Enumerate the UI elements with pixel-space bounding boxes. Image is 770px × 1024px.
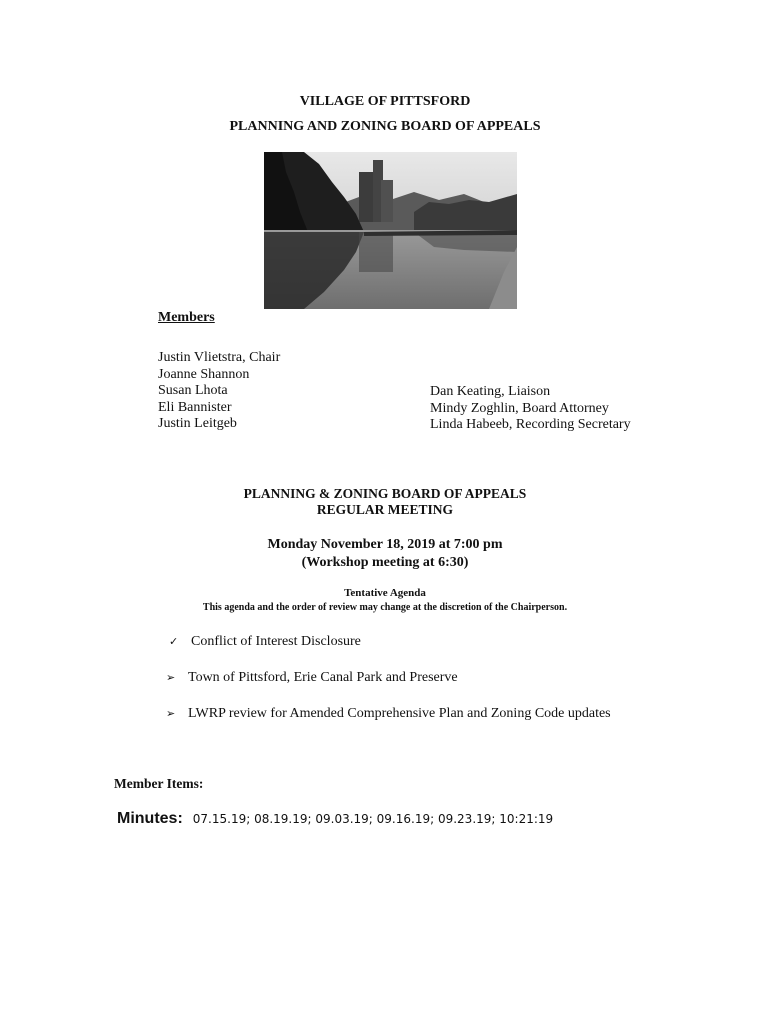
member-name: Justin Vlietstra, Chair [158, 350, 281, 365]
arrow-bullet-icon: ➢ [166, 707, 176, 720]
agenda-item [166, 706, 611, 722]
members-left-column [158, 350, 280, 433]
member-items-label: Member Items: [114, 776, 204, 791]
members-right-column [430, 384, 631, 434]
canal-photo-graphic [264, 152, 517, 309]
minutes-dates: 07.15.19; 08.19.19; 09.03.19; 09.16.19; 09.23.19; 10:21:19 [192, 812, 554, 826]
members-heading: Members [158, 310, 215, 325]
arrow-bullet-icon: ➢ [166, 671, 176, 684]
agenda-item-text: Conflict of Interest Disclosure [191, 634, 361, 649]
staff-name: Linda Habeeb, Recording Secretary [430, 417, 631, 432]
canal-photo [264, 152, 517, 309]
minutes-line [117, 810, 553, 828]
staff-name: Dan Keating, Liaison [430, 384, 551, 399]
minutes-label: Minutes: [117, 810, 183, 827]
agenda-item [169, 634, 361, 650]
agenda-item [166, 670, 458, 686]
member-name: Justin Leitgeb [158, 416, 237, 431]
workshop-time: (Workshop meeting at 6:30) [301, 555, 469, 570]
document-title-line2: PLANNING AND ZONING BOARD OF APPEALS [229, 119, 541, 134]
agenda-item-text: LWRP review for Amended Comprehensive Plan and Zoning Code updates [188, 706, 611, 721]
document-title-line1: VILLAGE OF PITTSFORD [299, 94, 471, 109]
agenda-note: This agenda and the order of review may change at the discretion of the Chairperson. [202, 602, 568, 613]
checkmark-icon: ✓ [169, 635, 179, 648]
meeting-title-line1: PLANNING & ZONING BOARD OF APPEALS [243, 486, 527, 501]
staff-name: Mindy Zoghlin, Board Attorney [430, 400, 609, 416]
member-name: Susan Lhota [158, 383, 228, 398]
member-name: Eli Bannister [158, 399, 232, 415]
meeting-date: Monday November 18, 2019 at 7:00 pm [267, 537, 503, 552]
member-name: Joanne Shannon [158, 366, 250, 382]
meeting-title-line2: REGULAR MEETING [316, 502, 454, 517]
agenda-item-text: Town of Pittsford, Erie Canal Park and Preserve [188, 670, 458, 685]
agenda-heading: Tentative Agenda [344, 587, 426, 599]
